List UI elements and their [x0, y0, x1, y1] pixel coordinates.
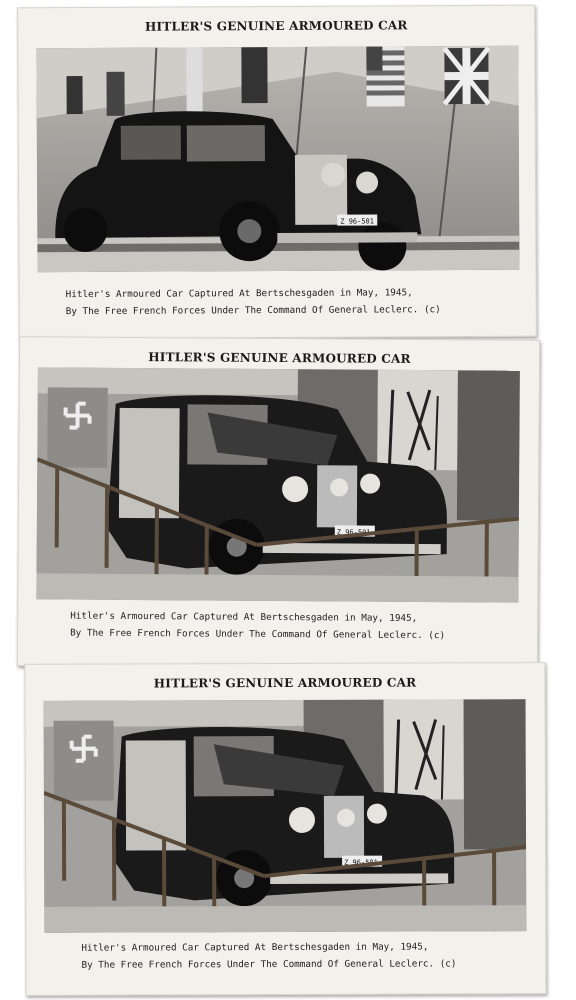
caption-line: By The Free French Forces Under The Command Of General Leclerc. (c) [70, 627, 446, 642]
postcard-caption [66, 284, 516, 320]
car-exhibit-photo [36, 367, 520, 602]
caption-line: By The Free French Forces Under The Command Of General Leclerc. (c) [65, 304, 441, 318]
postcard-caption [70, 608, 517, 645]
swastika-banner [47, 387, 108, 467]
car-photo [44, 699, 527, 933]
license-plate: Z 96-501 [344, 858, 378, 867]
postcard-caption [81, 938, 525, 974]
postcard-title: HITLER'S GENUINE ARMOURED CAR [153, 675, 417, 691]
caption-line: Hitler's Armoured Car Captured At Bertschesgaden in May, 1945, [81, 941, 429, 954]
postcard-1 [17, 5, 537, 340]
caption-line: Hitler's Armoured Car Captured At Bertschesgaden in May, 1945, [65, 287, 413, 301]
car-side-view-photo [36, 46, 519, 273]
postcard-2 [17, 336, 540, 670]
license-plate: Z 96-501 [340, 217, 375, 226]
postcard-title: HITLER'S GENUINE ARMOURED CAR [148, 350, 411, 366]
postcard-title: HITLER'S GENUINE ARMOURED CAR [144, 18, 408, 34]
license-plate: Z 96-501 [336, 528, 371, 537]
car-exhibit-photo [44, 699, 527, 933]
car-photo [36, 46, 519, 273]
swastika-banner [54, 721, 114, 801]
car-photo [36, 367, 520, 602]
caption-line: By The Free French Forces Under The Command Of General Leclerc. (c) [81, 958, 457, 971]
caption-line: Hitler's Armoured Car Captured At Bertschesgaden in May, 1945, [70, 610, 418, 624]
postcard-3 [24, 662, 546, 996]
